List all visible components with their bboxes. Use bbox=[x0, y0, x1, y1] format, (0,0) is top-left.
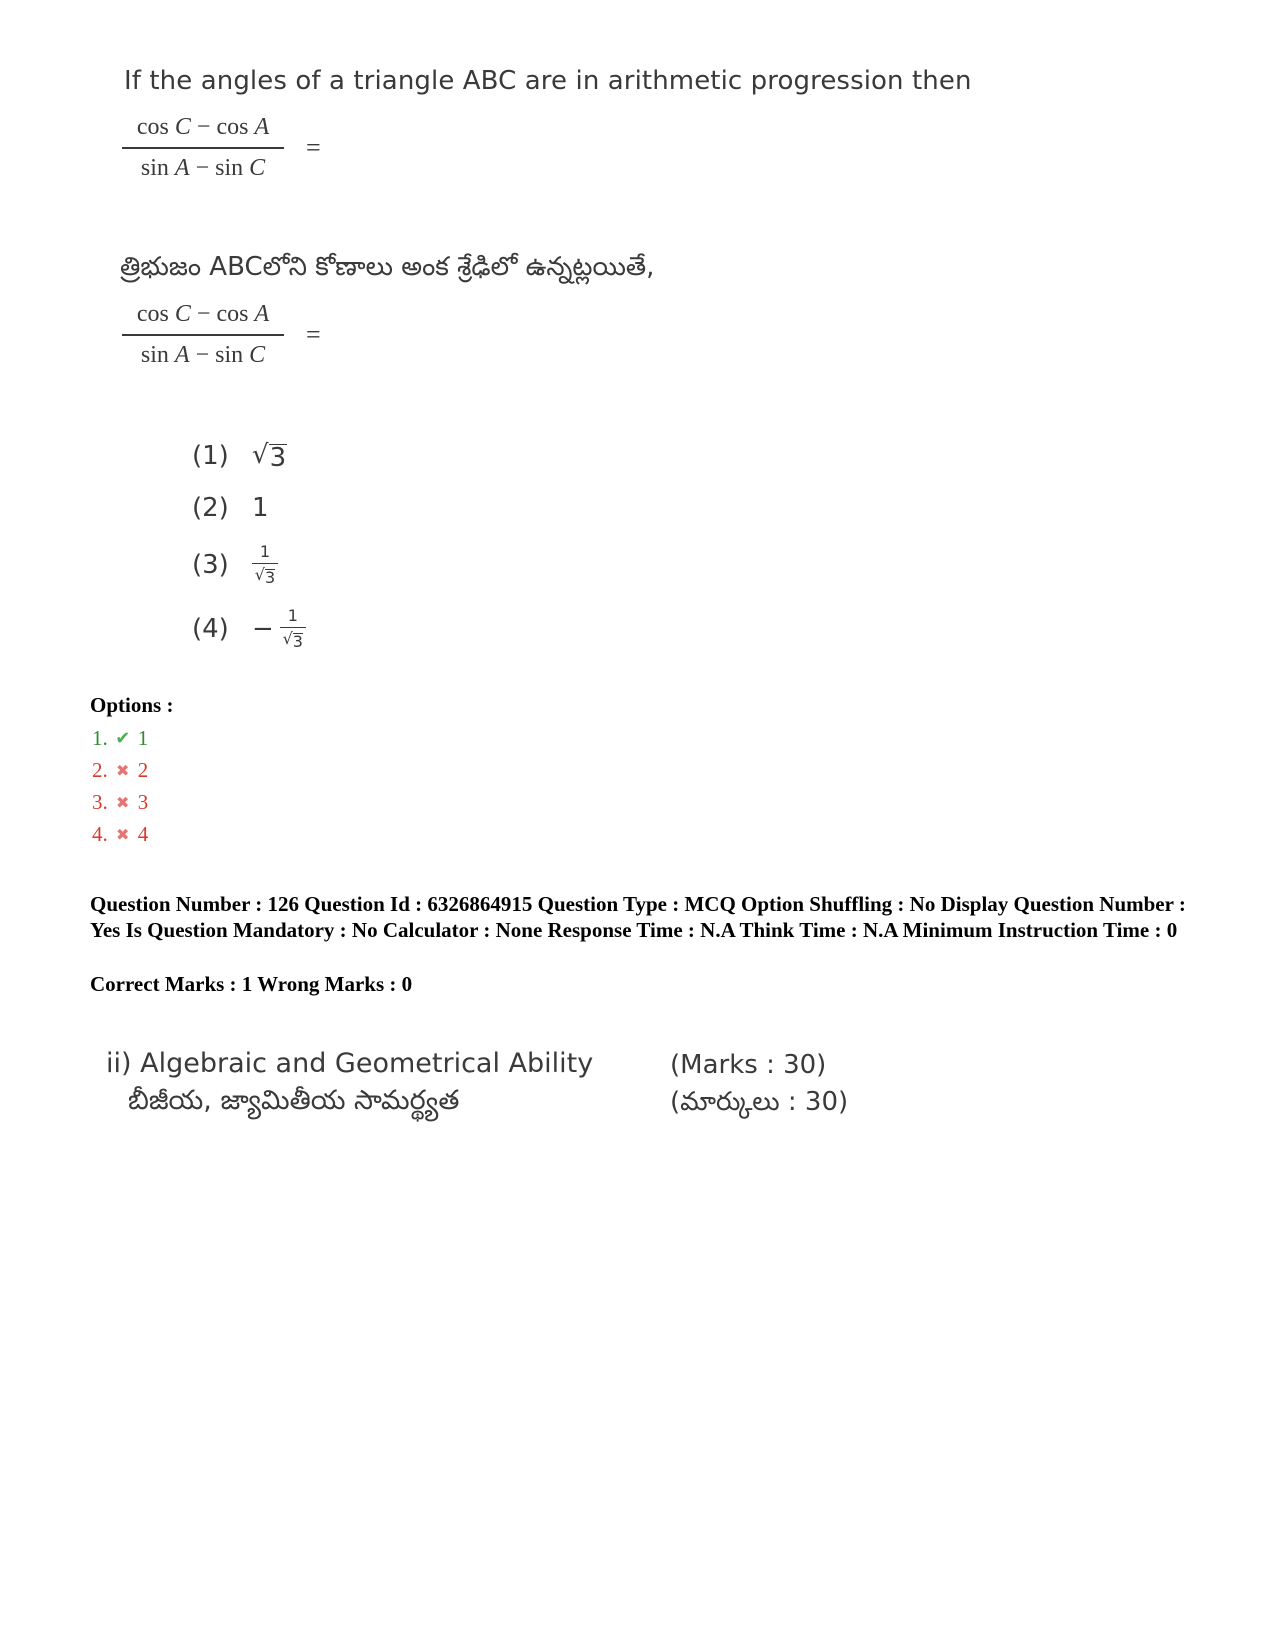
section-marks-english: (Marks : 30) bbox=[670, 1050, 827, 1080]
fraction-denominator: sin A − sin C bbox=[140, 341, 266, 368]
section-title-english: ii) Algebraic and Geometrical Ability bbox=[106, 1048, 594, 1079]
option-item bbox=[92, 758, 148, 783]
fraction-numerator: cos C − cos A bbox=[136, 301, 270, 327]
option-index: 4. bbox=[92, 822, 108, 846]
question-text-english: If the angles of a triangle ABC are in arithmetic progression then bbox=[124, 66, 972, 96]
section-title-telugu: బీజీయ, జ్యామితీయ సామర్థ్యత bbox=[128, 1085, 460, 1116]
check-icon: ✔ bbox=[115, 728, 131, 748]
fraction-denominator: sin A − sin C bbox=[140, 154, 266, 181]
cross-icon: ✖ bbox=[116, 826, 130, 844]
option-item bbox=[92, 790, 148, 815]
cross-icon: ✖ bbox=[116, 762, 130, 780]
question-fraction-telugu bbox=[122, 301, 321, 369]
option-item bbox=[92, 822, 148, 847]
option-item bbox=[92, 726, 148, 751]
choice-value: 1 bbox=[252, 493, 269, 523]
choice-3 bbox=[192, 544, 278, 586]
options-title: Options : bbox=[90, 693, 174, 717]
minus-sign: − bbox=[252, 614, 274, 645]
option-index: 2. bbox=[92, 758, 108, 782]
option-index: 3. bbox=[92, 790, 108, 814]
option-value: 4 bbox=[137, 822, 149, 846]
option-index: 1. bbox=[92, 726, 108, 750]
option-value: 2 bbox=[137, 758, 149, 782]
section-marks-telugu: (మార్కులు : 30) bbox=[670, 1087, 849, 1117]
choice-2 bbox=[192, 493, 269, 523]
question-text-telugu: త్రిభుజం ABCలోని కోణాలు అంక శ్రేఢిలో ఉన్నట్లయితే, bbox=[120, 252, 655, 282]
choice-label: (2) bbox=[192, 493, 229, 523]
fraction-value: 1 √ 3 bbox=[280, 608, 306, 650]
cross-icon: ✖ bbox=[116, 794, 130, 812]
equals-sign: = bbox=[306, 132, 321, 162]
choice-1 bbox=[192, 440, 287, 471]
equals-sign: = bbox=[306, 319, 321, 349]
choice-label: (4) bbox=[192, 614, 229, 645]
marks-meta: Correct Marks : 1 Wrong Marks : 0 bbox=[90, 972, 413, 996]
fraction-value: 1 √ 3 bbox=[252, 544, 278, 586]
choice-4 bbox=[192, 608, 306, 650]
choice-label: (3) bbox=[192, 550, 229, 581]
option-value: 3 bbox=[137, 790, 149, 814]
question-meta: Question Number : 126 Question Id : 6326864915 Question Type : MCQ Option Shuffling : No Display Question Number : Yes Is Question Mandatory : No Calculator : None Response Time : N.A Think Time : N.A Minimum Instruction Time : 0 bbox=[90, 892, 1186, 942]
question-fraction-english bbox=[122, 114, 321, 182]
sqrt-value: √ 3 bbox=[252, 440, 287, 473]
choice-label: (1) bbox=[192, 440, 229, 471]
fraction-numerator: cos C − cos A bbox=[136, 114, 270, 140]
option-value: 1 bbox=[137, 726, 149, 750]
